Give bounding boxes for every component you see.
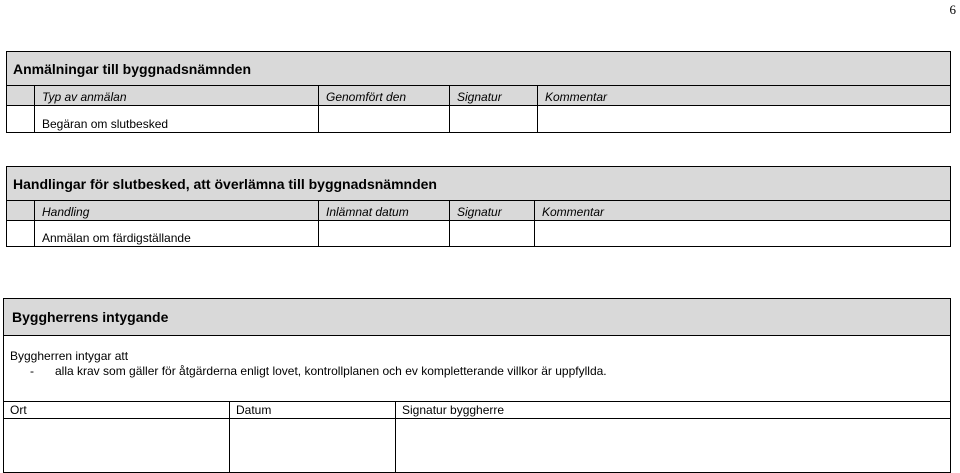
datum-field[interactable] (230, 419, 396, 473)
cell-inlamnat[interactable] (319, 221, 450, 247)
column-header-handling: Handling (35, 201, 319, 221)
cell-kommentar[interactable] (535, 221, 951, 247)
ort-field[interactable] (4, 419, 230, 473)
column-header-typ: Typ av anmälan (35, 86, 319, 106)
table-row (7, 221, 951, 247)
section-title: Handlingar för slutbesked, att överlämna till byggnadsnämnden (7, 167, 951, 201)
cell-signatur[interactable] (450, 106, 538, 133)
anmalningar-table (6, 51, 951, 133)
column-header-genomfort: Genomfört den (319, 86, 450, 106)
column-header-signatur: Signatur (450, 86, 538, 106)
column-header-kommentar: Kommentar (535, 201, 951, 221)
handlingar-table (6, 166, 951, 247)
label-signatur-byggherre: Signatur byggherre (396, 402, 951, 419)
cell-typ: Begäran om slutbesked (35, 106, 319, 133)
row-marker (7, 201, 35, 221)
cell-signatur[interactable] (450, 221, 535, 247)
cell-handling: Anmälan om färdigställande (35, 221, 319, 247)
cell-kommentar[interactable] (538, 106, 951, 133)
intygande-table (3, 298, 951, 473)
section-title: Anmälningar till byggnadsnämnden (7, 52, 951, 86)
row-marker (7, 221, 35, 247)
cell-genomfort[interactable] (319, 106, 450, 133)
column-header-signatur: Signatur (450, 201, 535, 221)
intygande-intro: Byggherren intygar att (10, 349, 129, 363)
label-datum: Datum (230, 402, 396, 419)
intygande-bullet: alla krav som gäller för åtgärderna enligt lovet, kontrollplanen och ev kompletterande villkor är uppfyllda. (55, 364, 607, 378)
section-title: Byggherrens intygande (4, 299, 951, 336)
column-header-kommentar: Kommentar (538, 86, 951, 106)
signatur-byggherre-field[interactable] (396, 419, 951, 473)
page-number: 6 (949, 2, 956, 17)
table-row (7, 106, 951, 133)
column-header-inlamnat: Inlämnat datum (319, 201, 450, 221)
label-ort: Ort (4, 402, 230, 419)
bullet-dash: - (30, 364, 34, 378)
row-marker (7, 106, 35, 133)
intygande-text (4, 336, 951, 402)
row-marker (7, 86, 35, 106)
